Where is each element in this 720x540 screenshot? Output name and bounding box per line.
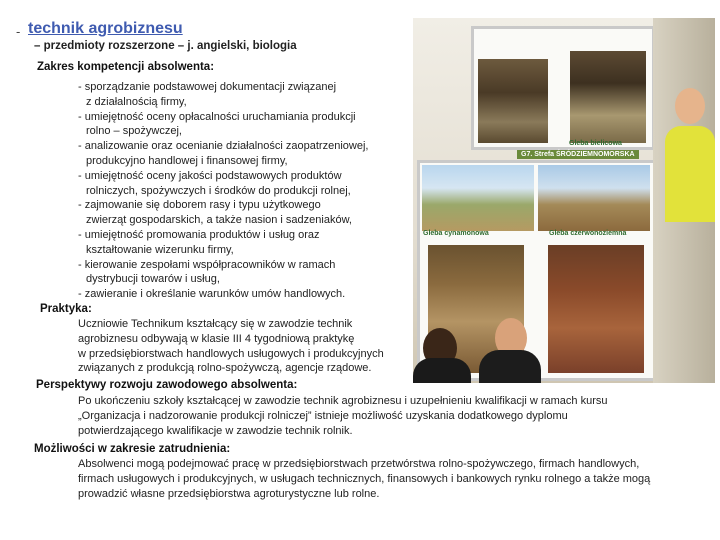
competence-line: zwierząt gospodarskich, a także nasion i sadzeniaków, — [86, 214, 352, 227]
employment-text — [78, 457, 650, 501]
practice-line: w przedsiębiorstwach handlowych usługowych i produkcyjnych — [78, 347, 384, 360]
practice-line: agrobiznesu odbywają w klasie III 4 tygodniową praktykę — [78, 332, 355, 345]
competence-line: - zajmowanie się doborem rasy i typu użytkowego — [78, 199, 321, 212]
title-dash: - — [16, 24, 21, 39]
competence-line: - sporządzanie podstawowej dokumentacji związanej — [78, 81, 337, 93]
perspectives-heading: Perspektywy rozwoju zawodowego absolwenta: — [36, 379, 298, 391]
practice-text — [78, 317, 384, 376]
perspectives-line: Po ukończeniu szkoły kształcącej w zawodzie technik agrobiznesu i uzupełnieniu kwalifikacji w ramach kursu — [78, 395, 608, 407]
competence-line: - umiejętność promowania produktów i usług oraz — [78, 228, 320, 241]
page-title: technik agrobiznesu — [28, 20, 183, 37]
employment-line: Absolwenci mogą podejmować pracę w przedsiębiorstwach przetwórstwa rolno-spożywczego, firmach handlowych, — [78, 458, 640, 470]
student-left-body — [413, 358, 471, 383]
competence-line: z działalnością firmy, — [86, 95, 187, 108]
practice-heading: Praktyka: — [40, 303, 92, 315]
perspectives-line: „Organizacja i nadzorowanie produkcji rolniczej” istnieje możliwość uzyskania dodatkowego dyplomu — [78, 409, 568, 422]
practice-line: związanych z produkcją rolno-spożywczą, agencje rządowe. — [78, 362, 372, 375]
student-standing-body — [665, 126, 715, 222]
competence-heading: Zakres kompetencji absolwenta: — [37, 61, 215, 73]
practice-line: Uczniowie Technikum kształcący się w zawodzie technik — [78, 318, 353, 330]
employment-heading: Możliwości w zakresie zatrudnienia: — [34, 443, 231, 455]
upper-display-panel — [471, 26, 655, 150]
student-right-body — [479, 350, 541, 383]
employment-line: prowadzić własne przedsiębiorstwa agroturystyczne lub rolne. — [78, 487, 380, 500]
exhibition-photo — [413, 18, 715, 383]
photo-caption-zone: G7. Strefa ŚRÓDZIEMNOMORSKA — [517, 150, 639, 159]
competence-line: kształtowanie wizerunku firmy, — [86, 243, 234, 256]
page-subtitle: – przedmioty rozszerzone – j. angielski, biologia — [34, 40, 297, 52]
employment-line: firmach usługowych i produkcyjnych, w usługach technicznych, finansowych i bankowych rynku rolnego a także mogą — [78, 472, 651, 485]
competence-line: - umiejętność oceny opłacalności uruchamiania produkcji — [78, 110, 356, 123]
competence-line: dystrybucji towarów i usług, — [86, 273, 220, 286]
competence-line: - kierowanie zespołami współpracowników w ramach — [78, 258, 336, 271]
competence-line: - zawieranie i określanie warunków umów handlowych. — [78, 288, 346, 301]
competence-line: - umiejętność oceny jakości podstawowych produktów — [78, 169, 342, 182]
competence-line: rolno – spożywczej, — [86, 125, 182, 138]
photo-caption-podzol: Gleba bielicowa — [569, 140, 622, 147]
competence-line: - analizowanie oraz ocenianie działalności zaopatrzeniowej, — [78, 140, 369, 153]
competence-list — [78, 80, 413, 302]
photo-caption-red-soil: Gleba czerwonoziemna — [549, 230, 627, 237]
perspectives-line: potwierdzającego kwalifikacje w zawodzie technik rolnik. — [78, 424, 353, 437]
student-standing — [675, 88, 705, 124]
photo-caption-cinnamon: Gleba cynamonowa — [423, 230, 489, 237]
competence-line: rolniczych, spożywczych i środków do produkcji rolnej, — [86, 184, 351, 197]
competence-line: produkcyjno handlowej i finansowej firmy, — [86, 154, 288, 167]
perspectives-text — [78, 394, 607, 438]
